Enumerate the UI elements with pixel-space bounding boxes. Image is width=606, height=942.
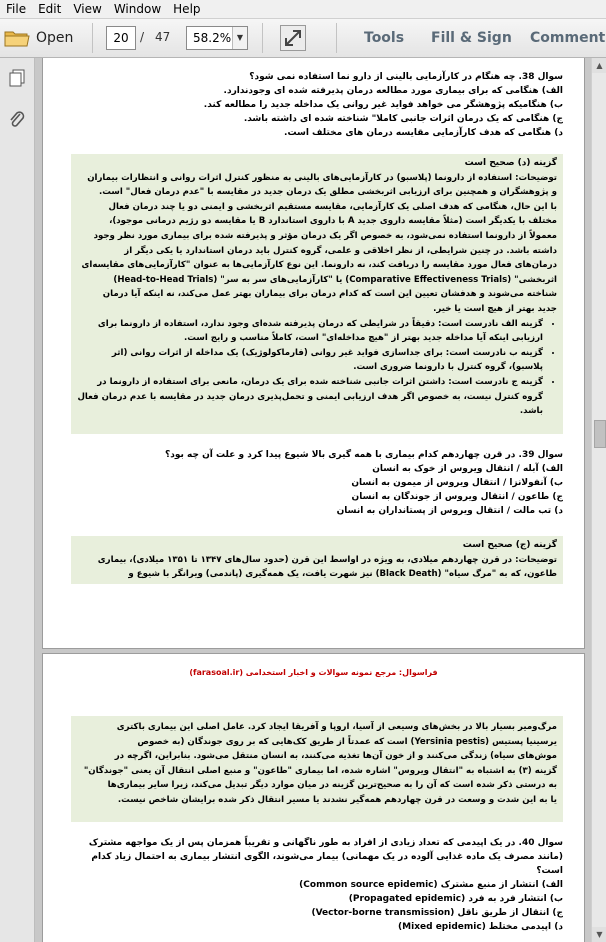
open-button[interactable] xyxy=(4,26,73,50)
explanation-line: توضیحات: استفاده از دارونما (پلاسبو) در کارآزمایی‌های بالینی به منظور کنترل اثرات روانی و انتظارات بیماران xyxy=(87,172,557,183)
fill-sign-button[interactable]: Fill & Sign xyxy=(431,30,512,46)
scroll-down-icon[interactable]: ▼ xyxy=(592,927,606,942)
explanation-line: مختلف با یکدیگر است (مثلاً مقایسه داروی جدید A با داروی استاندارد B یا مقایسه دو رژیم درمانی موجود)، xyxy=(109,216,557,227)
explanation-line: مرگ‌ومیر بسیار بالا در بخش‌های وسیعی از آسیا، اروپا و آفریقا ایجاد کرد. عامل اصلی این بیماری باکتری xyxy=(116,722,557,732)
tools-button[interactable]: Tools xyxy=(364,30,405,46)
answer-38-box xyxy=(71,154,563,434)
page-separator: / xyxy=(140,30,145,44)
option: ج) هنگامی که یک درمان اثرات جانبی کاملا" شناخته شده ای داشته باشد. xyxy=(243,114,563,124)
explanation-line: شناخته می‌شوند و هدفشان تعیین این است که کدام درمان برای بیماران بهتر عمل می‌کند، نه اینکه آیا درمان xyxy=(102,289,557,300)
option: د) اپیدمی مختلط (Mixed epidemic) xyxy=(398,922,563,932)
answer-title: گزینه (ج) صحیح است xyxy=(462,540,557,550)
option: الف) آبله / انتقال ویروس از خوک به انسان xyxy=(372,464,563,474)
page-number-input[interactable]: 20 xyxy=(106,26,136,50)
option: د) هنگامی که هدف کارآزمایی مقایسه درمان های مختلف است. xyxy=(284,128,563,138)
menu-window[interactable]: Window xyxy=(113,2,162,16)
question-38 xyxy=(71,70,563,140)
option: ج) طاعون / انتقال ویروس از جوندگان به انسان xyxy=(351,492,563,502)
bullet-item: • گزینه ج نادرست است: داشتن اثرات جانبی شناخته شده برای یک درمان، مانعی برای استفاده از دارونما در گروه کنترل نیست، به خصوص اگر هدف ارزیابی ایمنی و تحمل‌پذیری درمان جدید در مقایسه با عدم درمان فعال باشد. xyxy=(75,375,543,419)
menu-bar xyxy=(0,0,606,19)
answer-title: گزینه (د) صحیح است xyxy=(464,158,557,168)
toolbar-divider xyxy=(92,23,93,53)
option: ج) انتقال از طریق ناقل (Vector-borne transmission) xyxy=(311,908,563,918)
vertical-scrollbar[interactable] xyxy=(591,58,606,942)
explanation-line: گزینه (۳) به اشتباه به "انتقال ویروس" اشاره شده، اما بیماری "طاعون" و منبع اصلی انتقال آن یعنی "جوندگان" xyxy=(83,765,557,776)
answer-bullets xyxy=(75,317,557,419)
question-text: است؟ xyxy=(536,866,563,876)
menu-view[interactable]: View xyxy=(73,2,102,16)
navigation-pane xyxy=(0,58,35,942)
answer-39-continued xyxy=(71,716,563,822)
answer-39-box xyxy=(71,536,563,584)
menu-file[interactable]: File xyxy=(6,2,27,16)
bullet-item: • گزینه ب نادرست است: برای جداسازی فواید غیر روانی (فارماکولوژیک) یک مداخله از اثرات روانی (اثر پلاسبو)، گروه کنترل با دارونما ضروری است. xyxy=(75,346,543,375)
explanation-line: موش‌های سیاه) زندگی می‌کنند و از خون آن‌ها تغذیه می‌کنند، به انسان منتقل می‌شود. بنابراین، اگرچه در xyxy=(114,751,557,762)
option: الف) انتشار از منبع مشترک (Common source epidemic) xyxy=(299,880,563,890)
scrollbar-thumb[interactable] xyxy=(594,420,606,448)
question-text: سوال 39. در قرن چهاردهم کدام بیماری با همه گیری بالا شیوع پیدا کرد و علت آن چه بود؟ xyxy=(165,450,563,460)
explanation-line: یرسینیا پستیس (Yersinia pestis) است که عمدتاً از طریق کک‌هایی که بر روی جوندگان (به خصوص xyxy=(137,736,557,747)
explanation-line: درمان‌های فعال مورد مقایسه را دریافت کند، نه دارونما. این نوع کارآزمایی‌ها به عنوان "کارآزمایی‌های مقایسه‌ای xyxy=(81,260,557,271)
page-header xyxy=(43,668,584,677)
zoom-select[interactable] xyxy=(186,26,248,50)
explanation-line: یا به این شدت و وسعت در قرن چهاردهم همه‌گیر نشدند یا مسیر انتقال ذکر شده برایشان شاخص نیست. xyxy=(117,794,557,805)
page-total: 47 xyxy=(155,30,171,44)
explanation-line: معمولاً از دارونما استفاده نمی‌شود، به خصوص اگر یک درمان مؤثر و پذیرفته شده برای بیماری مورد نظر وجود xyxy=(93,230,557,241)
explanation-line: با این حال، هنگامی که هدف اصلی یک کارآزمایی، مقایسه مستقیم اثربخشی و ایمنی دو یا چند درمان فعال xyxy=(108,201,557,212)
bullet-item: • گزینه الف نادرست است: دقیقاً در شرایطی که درمان پذیرفته شده‌ای وجود ندارد، استفاده از دارونما برای ارزیابی اینکه آیا مداخله جدید بهتر از "هیچ مداخله‌ای" است، کاملاً مناسب و رایج است. xyxy=(75,317,543,346)
page-thumbnails-icon[interactable] xyxy=(7,68,27,88)
menu-edit[interactable]: Edit xyxy=(38,2,62,16)
question-39 xyxy=(71,448,563,518)
explanation-line: اثربخشی" (Comparative Effectiveness Trials) یا "کارآزمایی‌های سر به سر" (Head-to-Head Trials) xyxy=(113,274,557,285)
pdf-page xyxy=(43,58,584,648)
paperclip-icon[interactable] xyxy=(7,110,27,130)
folder-icon xyxy=(4,28,30,48)
explanation-line: توضیحات: در قرن چهاردهم میلادی، به ویژه در اواسط این قرن (حدود سال‌های ۱۳۴۷ تا ۱۳۵۱ میلادی)، بیماری xyxy=(97,554,557,565)
comment-button[interactable]: Comment xyxy=(530,30,606,46)
open-label: Open xyxy=(36,30,74,46)
header-text: فراسوال: مرجع نمونه سوالات و اخبار استخدامی xyxy=(245,668,438,677)
zoom-value: 58.2% xyxy=(193,31,232,45)
fit-page-button[interactable] xyxy=(280,25,306,51)
question-text: (مانند مصرف یک ماده غذایی آلوده در یک مهمانی) بیمار می‌شوند، الگوی انتشار بیماری به احتمال زیاد کدام xyxy=(91,852,563,862)
toolbar xyxy=(0,19,606,58)
question-text: سوال 40. در یک اپیدمی که تعداد زیادی از افراد به طور ناگهانی و تقریباً همزمان پس از یک مواجهه مشترک xyxy=(88,838,563,848)
option: ب) انتشار فرد به فرد (Propagated epidemic) xyxy=(348,894,563,904)
toolbar-divider xyxy=(336,23,337,53)
expand-arrows-icon xyxy=(281,26,305,50)
pdf-page xyxy=(43,654,584,942)
explanation-line: طاعون، که به "مرگ سیاه" (Black Death) نیز شهرت یافت، یک همه‌گیری (پاندمی) ویرانگر با شیوع و xyxy=(128,569,557,580)
explanation-line: و پژوهشگران و همچنین برای ارزیابی اثربخشی مطلق یک درمان جدید در مقایسه با "عدم درمان فعال" است. xyxy=(99,187,557,198)
document-viewport[interactable] xyxy=(35,58,591,942)
explanation-line: به درستی ذکر شده است که آن را به صحیح‌ترین گزینه در میان موارد دیگر تبدیل می‌کند، زیرا سایر بیماری‌ها xyxy=(107,780,557,791)
option: ب) هنگامیکه پژوهشگر می خواهد فواید غیر روانی یک مداخله جدید را مطالعه کند. xyxy=(203,100,563,110)
toolbar-divider xyxy=(262,23,263,53)
option: الف) هنگامی که برای بیماری مورد مطالعه درمان پذیرفته شده ای وجودندارد. xyxy=(223,86,563,96)
option: د) تب مالت / انتقال ویروس از پستانداران به انسان xyxy=(336,506,563,516)
header-link[interactable]: (farasoal.ir) xyxy=(189,668,243,677)
explanation-line: داشته باشد. در چنین شرایطی، از نظر اخلاقی و علمی، گروه کنترل باید درمان استاندارد یا یکی دیگر از xyxy=(124,245,557,256)
question-40 xyxy=(71,836,563,934)
option: ب) آنفولانزا / انتقال ویروس از میمون به انسان xyxy=(351,478,563,488)
explanation-line: جدید بهتر از هیچ است یا خیر. xyxy=(433,303,557,314)
menu-help[interactable]: Help xyxy=(173,2,201,16)
chevron-down-icon[interactable]: ▼ xyxy=(232,27,247,49)
question-text: سوال 38. چه هنگام در کارآزمایی بالینی از دارو نما استفاده نمی شود؟ xyxy=(249,72,563,82)
scroll-up-icon[interactable]: ▲ xyxy=(592,58,606,73)
